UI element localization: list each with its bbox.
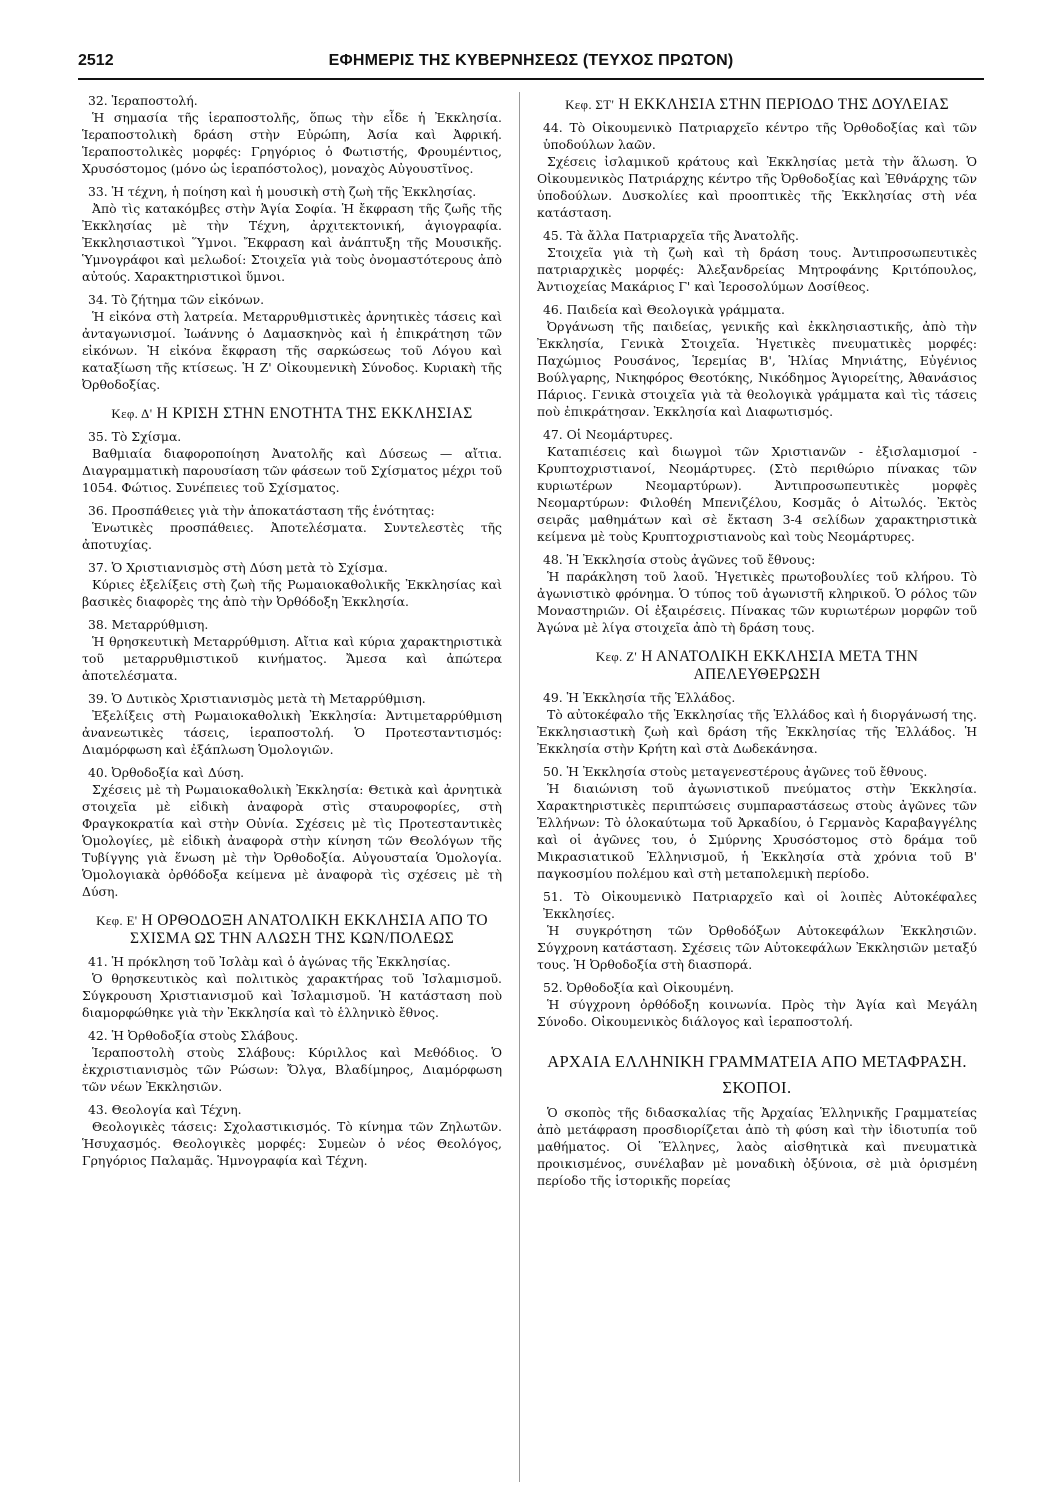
right-column [537,92,977,1189]
list-item [537,551,977,636]
list-item [82,764,502,900]
item-heading: 42. Ἡ Ὀρθοδοξία στοὺς Σλάβους. [88,1028,299,1043]
item-heading: 32. Ἱεραποστολή. [88,93,198,108]
chapter-title: Η ΑΝΑΤΟΛΙΚΗ ΕΚΚΛΗΣΙΑ ΜΕΤΑ ΤΗΝ ΑΠΕΛΕΥΘΕΡΩΣΗ [641,648,919,683]
item-heading: 46. Παιδεία καὶ Θεολογικὰ γράμματα. [543,302,785,317]
item-text: Θεολογικὲς τάσεις: Σχολαστικισμός. Τὸ κίνημα τῶν Ζηλωτῶν. Ἡσυχασμός. Θεολογικὲς μορφές: Συμεὼν ὁ νέος Θεολόγος, Γρηγόριος Παλαμᾶς. Ἡμνογραφία καὶ Τέχνη. [82,1119,502,1168]
item-heading: 47. Οἱ Νεομάρτυρες. [543,427,673,442]
list-item [82,183,502,285]
item-text: Ἐξελίξεις στὴ Ρωμαιοκαθολικὴ Ἐκκλησία: Ἀντιμεταρρύθμιση ἀνανεωτικὲς τάσεις, ἱεραποστολή. Ὁ Προτεσταντισμός: Διαμόρφωση καὶ ἐξάπλωση Ὁμολογιῶν. [82,708,502,757]
item-heading: 38. Μεταρρύθμιση. [88,617,209,632]
section-subtitle: ΣΚΟΠΟΙ. [722,1078,792,1097]
chapter-heading [537,96,977,114]
item-text: Ἡ διαιώνιση τοῦ ἀγωνιστικοῦ πνεύματος στὴν Ἐκκλησία. Χαρακτηριστικὲς περιπτώσεις συμπαραστάσεως στοὺς ἀγῶνες τῶν Ἑλλήνων: Τὸ ὁλοκαύτωμα τοῦ Ἀρκαδίου, ὁ Γερμανὸς Καραβαγγέλης καὶ οἱ ἀγῶνες του, ὁ Σμύρνης Χρυσόστομος στὸ δράμα τοῦ Μικρασιατικοῦ Ἑλληνισμοῦ, ἡ Ἐκκλησία στὰ χρόνια τοῦ Β' παγκοσμίου πολέμου καὶ στὴ μεταπολεμικὴ περίοδο. [537,781,977,881]
item-text: Ἡ θρησκευτικὴ Μεταρρύθμιση. Αἴτια καὶ κύρια χαρακτηριστικὰ τοῦ μεταρρυθμιστικοῦ κινήματος. Ἄμεσα καὶ ἀπώτερα ἀποτελέσματα. [82,634,502,683]
chapter-title: Η ΚΡΙΣΗ ΣΤΗΝ ΕΝΟΤΗΤΑ ΤΗΣ ΕΚΚΛΗΣΙΑΣ [156,405,473,422]
list-item [82,428,502,496]
list-item [537,119,977,221]
chapter-title: Η ΕΚΚΛΗΣΙΑ ΣΤΗΝ ΠΕΡΙΟΔΟ ΤΗΣ ΔΟΥΛΕΙΑΣ [618,96,949,113]
item-heading: 51. Τὸ Οἰκουμενικὸ Πατριαρχεῖο καὶ οἱ λοιπὲς Αὐτοκέφαλες Ἐκκλησίες. [543,889,977,921]
item-heading: 41. Ἡ πρόκληση τοῦ Ἰσλὰμ καὶ ὁ ἀγώνας τῆς Ἐκκλησίας. [88,954,451,969]
list-item [82,291,502,393]
item-heading: 39. Ὁ Δυτικὸς Χριστιανισμὸς μετὰ τὴ Μεταρρύθμιση. [88,691,426,706]
item-heading: 48. Ἡ Ἐκκλησία στοὺς ἀγῶνες τοῦ ἔθνους: [543,552,816,567]
list-item [82,559,502,610]
item-heading: 34. Τὸ ζήτημα τῶν εἰκόνων. [88,292,265,307]
item-text: Τὸ αὐτοκέφαλο τῆς Ἐκκλησίας τῆς Ἑλλάδος καὶ ἡ διοργάνωσή της. Ἐκκλησιαστικὴ ζωὴ καὶ δράση τῆς Ἐκκλησίας τῆς Ἑλλάδος. Ἡ Ἐκκλησία στὴν Κρήτη καὶ στὰ Δωδεκάνησα. [537,707,977,756]
item-heading: 35. Τὸ Σχίσμα. [88,429,182,444]
chapter-label: Κεφ. Ε' [96,913,138,928]
item-text: Ἡ εἰκόνα στὴ λατρεία. Μεταρρυθμιστικὲς ἀρνητικὲς τάσεις καὶ ἀνταγωνισμοί. Ἰωάννης ὁ Δαμασκηνὸς καὶ ἡ ἐπικράτηση τῶν εἰκόνων. Ἡ εἰκόνα ἔκφραση τῆς σαρκώσεως τοῦ Λόγου καὶ καταξίωση τῆς κτίσεως. Ἡ Ζ' Οἰκουμενικὴ Σύνοδος. Κυριακὴ τῆς Ὀρθοδοξίας. [82,309,502,392]
item-heading: 33. Ἡ τέχνη, ἡ ποίηση καὶ ἡ μουσικὴ στὴ ζωὴ τῆς Ἐκκλησίας. [88,184,477,199]
left-column [82,92,502,1175]
list-item [537,227,977,295]
list-item [82,1101,502,1169]
section-paragraph: Ὁ σκοπὸς τῆς διδασκαλίας τῆς Ἀρχαίας Ἑλληνικῆς Γραμματείας ἀπὸ μετάφραση προσδιορίζεται ἀπὸ τὴ φύση καὶ τὴν ἰδιοτυπία τοῦ μαθήματος. Οἱ Ἕλληνες, λαὸς αἰσθητικὰ καὶ πνευματικὰ προικισμένος, συνέλαβαν μὲ μοναδικὴ ὀξύνοια, σὲ μιὰ ὁρισμένη περίοδο τῆς ἱστορικῆς πορείας [537,1105,977,1188]
item-heading: 36. Προσπάθειες γιὰ τὴν ἀποκατάσταση τῆς ἑνότητας: [88,503,435,518]
list-item [537,763,977,882]
item-text: Σχέσεις ἰσλαμικοῦ κράτους καὶ Ἐκκλησίας μετὰ τὴν ἅλωση. Ὁ Οἰκουμενικὸς Πατριάρχης κέντρο τῆς Ὀρθοδοξίας καὶ Ἐθνάρχης τῶν ὑποδούλων. Δυσκολίες καὶ προοπτικὲς τῆς Ἐκκλησίας στὴ νέα κατάσταση. [537,154,977,220]
list-item [537,979,977,1030]
list-item [82,953,502,1021]
item-text: Ἡ συγκρότηση τῶν Ὀρθοδόξων Αὐτοκεφάλων Ἐκκλησιῶν. Σύγχρονη κατάσταση. Σχέσεις τῶν Αὐτοκεφάλων Ἐκκλησιῶν μεταξύ τους. Ἡ Ὀρθοδοξία στὴ διασπορά. [537,923,977,972]
chapter-label: Κεφ. Δ' [111,406,153,421]
chapter-label: Κεφ. Ζ' [595,649,637,664]
item-heading: 49. Ἡ Ἐκκλησία τῆς Ἑλλάδος. [543,690,736,705]
item-text: Ἡ σημασία τῆς ἱεραποστολῆς, ὅπως τὴν εἶδε ἡ Ἐκκλησία. Ἱεραποστολικὴ δράση στὴν Εὐρώπη, Ἀσία καὶ Ἀφρική. Ἱεραποστολικὲς μορφές: Γρηγόριος ὁ Φωτιστής, Φρουμέντιος, Χρυσόστομος (μόνο ὡς ἱεραπόστολος), μοναχὸς Αὐγουστῖνος. [82,110,502,176]
list-item [537,689,977,757]
item-text: Ἱεραποστολὴ στοὺς Σλάβους: Κύριλλος καὶ Μεθόδιος. Ὁ ἐκχριστιανισμὸς τῶν Ρώσων: Ὄλγα, Βλαδίμηρος, Διαμόρφωση τῶν νέων Ἐκκλησιῶν. [82,1045,502,1094]
item-heading: 40. Ὀρθοδοξία καὶ Δύση. [88,765,245,780]
item-text: Ἑνωτικὲς προσπάθειες. Ἀποτελέσματα. Συντελεστὲς τῆς ἀποτυχίας. [82,520,502,552]
page-header [78,52,984,80]
chapter-label: Κεφ. ΣΤ' [565,97,615,112]
list-item [537,426,977,545]
item-text: Ἡ σύγχρονη ὀρθόδοξη κοινωνία. Πρὸς τὴν Ἁγία καὶ Μεγάλη Σύνοδο. Οἰκουμενικὸς διάλογος καὶ ἱεραποστολή. [537,997,977,1029]
item-text: Ὀργάνωση τῆς παιδείας, γενικῆς καὶ ἐκκλησιαστικῆς, ἀπὸ τὴν Ἐκκλησία, Γενικὰ Στοιχεῖα. Ἡγετικὲς πνευματικὲς μορφές: Παχώμιος Ρουσάνος, Ἱερεμίας Β', Ἡλίας Μηνιάτης, Εὐγένιος Βούλγαρης, Νικηφόρος Θεοτόκης, Νικόδημος Ἁγιορείτης, Ἀθανάσιος Πάριος. Γενικὰ στοιχεῖα γιὰ τὰ θεολογικὰ γράμματα καὶ τὶς τάσεις ποὺ ἐπικράτησαν. Ἐκκλησία καὶ Διαφωτισμός. [537,319,977,419]
section-title: ΑΡΧΑΙΑ ΕΛΛΗΝΙΚΗ ΓΡΑΜΜΑΤΕΙΑ ΑΠΟ ΜΕΤΑΦΡΑΣΗ. [547,1052,967,1071]
item-text: Ἀπὸ τὶς κατακόμβες στὴν Ἁγία Σοφία. Ἡ ἔκφραση τῆς ζωῆς τῆς Ἐκκλησίας μὲ τὴν Τέχνη, ἀρχιτεκτονική, ἁγιογραφία. Ἐκκλησιαστικοὶ Ὕμνοι. Ἔκφραση καὶ ἀνάπτυξη τῆς Μουσικῆς. Ὑμνογράφοι καὶ μελωδοί: Στοιχεῖα γιὰ τοὺς ὀνομαστότερους ἀπὸ αὐτούς. Χαρακτηριστικοὶ ὕμνοι. [82,201,502,284]
list-item [82,616,502,684]
item-text: Ἡ παράκληση τοῦ λαοῦ. Ἡγετικὲς πρωτοβουλίες τοῦ κλήρου. Τὸ ἀγωνιστικὸ φρόνημα. Ὁ τύπος τοῦ ἀγωνιστῆ κληρικοῦ. Ὁ ρόλος τῶν Μοναστηριῶν. Οἱ ἐξαιρέσεις. Πίνακας τῶν κυριωτέρων μορφῶν τοῦ Ἀγώνα μὲ λίγα στοιχεῖα ἀπὸ τὴ δράση τους. [537,569,977,635]
chapter-heading [537,648,977,684]
item-heading: 44. Τὸ Οἰκουμενικὸ Πατριαρχεῖο κέντρο τῆς Ὀρθοδοξίας καὶ τῶν ὑποδούλων λαῶν. [543,120,977,152]
item-text: Στοιχεῖα γιὰ τὴ ζωὴ καὶ τὴ δράση τους. Ἀντιπροσωπευτικὲς πατριαρχικὲς μορφές: Ἀλεξανδρείας Μητροφάνης Κριτόπουλος, Ἀντιοχείας Μακάριος Γ' καὶ Ἱεροσολύμων Δοσίθεος. [537,245,977,294]
chapter-heading [82,912,502,948]
gazette-running-title: ΕΦΗΜΕΡΙΣ ΤΗΣ ΚΥΒΕΡΝΗΣΕΩΣ (ΤΕΥΧΟΣ ΠΡΩΤΟΝ) [328,52,734,69]
item-text: Ὁ θρησκευτικὸς καὶ πολιτικὸς χαρακτήρας τοῦ Ἰσλαμισμοῦ. Σύγκρουση Χριστιανισμοῦ καὶ Ἰσλαμισμοῦ. Ἡ κατάσταση ποὺ διαμορφώθηκε γιὰ τὴν Ἐκκλησία καὶ τὸ ἑλληνικὸ ἔθνος. [82,971,502,1020]
item-heading: 45. Τὰ ἄλλα Πατριαρχεῖα τῆς Ἀνατολῆς. [543,228,799,243]
item-heading: 50. Ἡ Ἐκκλησία στοὺς μεταγενεστέρους ἀγῶνες τοῦ ἔθνους. [543,764,928,779]
item-heading: 43. Θεολογία καὶ Τέχνη. [88,1102,242,1117]
list-item [82,1027,502,1095]
item-heading: 37. Ὁ Χριστιανισμὸς στὴ Δύση μετὰ τὸ Σχίσμα. [88,560,388,575]
list-item [82,690,502,758]
item-text: Βαθμιαία διαφοροποίηση Ἀνατολῆς καὶ Δύσεως — αἴτια. Διαγραμματικὴ παρουσίαση τῶν φάσεων τοῦ Σχίσματος μέχρι τοῦ 1054. Φώτιος. Συνέπειες τοῦ Σχίσματος. [82,446,502,495]
column-divider [519,92,520,1482]
list-item [537,301,977,420]
list-item [82,92,502,177]
item-text: Καταπιέσεις καὶ διωγμοὶ τῶν Χριστιανῶν - ἐξισλαμισμοί - Κρυπτοχριστιανοί, Νεομάρτυρες. (Στὸ περιθώριο πίνακας τῶν κυριωτέρων Νεομαρτύρων). Ἀντιπροσωπευτικὲς μορφὲς Νεομαρτύρων: Φιλοθέη Μπενιζέλου, Κοσμᾶς ὁ Αἰτωλός. Ἐκτὸς σειρᾶς μαθημάτων καὶ σὲ ἔκταση 3-4 σελίδων χαρακτηριστικὰ κείμενα μὲ τοὺς Κρυπτοχριστιανοὺς καὶ τοὺς Νεομάρτυρες. [537,444,977,544]
item-heading: 52. Ὀρθοδοξία καὶ Οἰκουμένη. [543,980,734,995]
item-text: Κύριες ἐξελίξεις στὴ ζωὴ τῆς Ρωμαιοκαθολικῆς Ἐκκλησίας καὶ βασικὲς διαφορὲς της ἀπὸ τὴν Ὀρθόδοξη Ἐκκλησία. [82,577,502,609]
list-item [82,502,502,553]
page-number: 2512 [78,52,114,69]
item-text: Σχέσεις μὲ τὴ Ρωμαιοκαθολικὴ Ἐκκλησία: Θετικὰ καὶ ἀρνητικὰ στοιχεῖα μὲ εἰδικὴ ἀναφορὰ στὶς σταυροφορίες, στὴ Φραγκοκρατία καὶ στὴν Οὐνία. Σχέσεις μὲ τὶς Προτεσταντικὲς Ὁμολογίες, μὲ εἰδικὴ ἀναφορὰ στὴν κίνηση τῶν Θεολόγων τῆς Τυβίγγης γιὰ ἕνωση μὲ τὴν Ὀρθοδοξία. Αὐγουσταία Ὁμολογία. Ὁμολογιακὰ ὀρθόδοξα κείμενα μὲ ἀναφορὰ τὶς σχέσεις μὲ τὴ Δύση. [82,782,502,899]
chapter-heading [82,405,502,423]
list-item [537,888,977,973]
chapter-title: Η ΟΡΘΟΔΟΞΗ ΑΝΑΤΟΛΙΚΗ ΕΚΚΛΗΣΙΑ ΑΠΟ ΤΟ ΣΧΙΣΜΑ ΩΣ ΤΗΝ ΑΛΩΣΗ ΤΗΣ ΚΩΝ/ΠΟΛΕΩΣ [129,912,488,947]
